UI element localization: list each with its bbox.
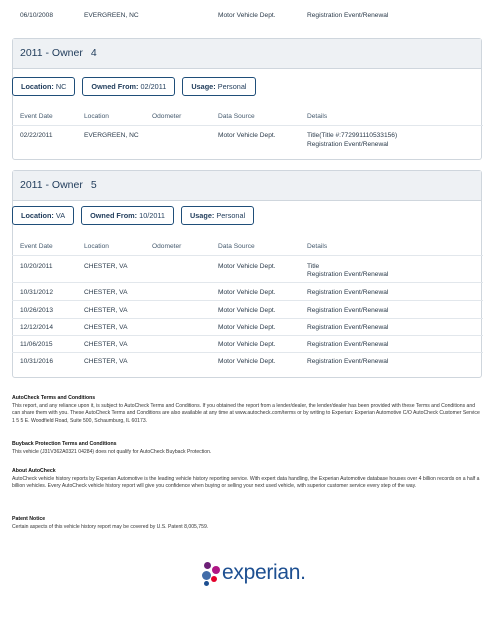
col-event-date: Event Date [20, 243, 53, 250]
terms-title: AutoCheck Terms and Conditions [12, 395, 96, 401]
col-location: Location [84, 113, 109, 120]
about-section [12, 468, 482, 491]
divider [12, 352, 483, 353]
event-location: EVERGREEN, NC [84, 132, 139, 139]
divider [12, 125, 483, 126]
experian-logo [200, 560, 310, 588]
col-details: Details [307, 113, 328, 120]
owner-title: 2011 - Owner [20, 47, 83, 59]
owner-number: 4 [90, 47, 97, 59]
event-details: Registration Event/Renewal [307, 289, 389, 296]
col-location: Location [84, 243, 109, 250]
about-title: About AutoCheck [12, 468, 56, 474]
event-date: 06/10/2008 [20, 12, 54, 19]
event-details-line2: Registration Event/Renewal [307, 141, 389, 148]
event-source: Motor Vehicle Dept. [218, 132, 276, 139]
logo-dot [204, 581, 209, 586]
event-details: Registration Event/Renewal [307, 341, 389, 348]
owner-number: 5 [90, 179, 97, 191]
logo-wordmark: experian. [222, 561, 306, 584]
about-text: AutoCheck vehicle history reports by Experian Automotive is the leading vehicle history reporting service. With expert data handling, the Experian Automotive database houses over 4 billion records on a half a billion vehicles. Every AutoCheck vehicle history report will give you confidence when buying or selling your next used vehicle, with superior customer service every step of the way. [12, 475, 480, 490]
divider [12, 282, 483, 283]
owner-title: 2011 - Owner [20, 179, 83, 191]
divider [12, 300, 483, 301]
event-source: Motor Vehicle Dept. [218, 341, 276, 348]
event-source: Motor Vehicle Dept. [218, 263, 276, 270]
owner-chips [12, 206, 254, 225]
event-source: Motor Vehicle Dept. [218, 12, 276, 19]
event-details: Registration Event/Renewal [307, 324, 389, 331]
event-details: Registration Event/Renewal [307, 358, 389, 365]
owner-chips [12, 77, 256, 96]
event-location: CHESTER, VA [84, 263, 128, 270]
event-details: Title [307, 263, 320, 270]
event-date: 10/31/2016 [20, 358, 54, 365]
divider [12, 318, 483, 319]
location-chip: Location: NC [12, 77, 75, 96]
event-date: 11/06/2015 [20, 341, 53, 348]
event-source: Motor Vehicle Dept. [218, 324, 276, 331]
buyback-section [12, 441, 482, 456]
usage-chip: Usage: Personal [182, 77, 255, 96]
divider [12, 255, 483, 256]
event-details: Registration Event/Renewal [307, 307, 389, 314]
event-date: 10/31/2012 [20, 289, 54, 296]
owner-header [13, 39, 481, 69]
event-source: Motor Vehicle Dept. [218, 358, 276, 365]
event-location: CHESTER, VA [84, 341, 128, 348]
event-source: Motor Vehicle Dept. [218, 289, 276, 296]
patent-text: Certain aspects of this vehicle history report may be covered by U.S. Patent 8,005,759. [12, 523, 209, 530]
event-details-line2: Registration Event/Renewal [307, 271, 389, 278]
col-odometer: Odometer [152, 113, 182, 120]
logo-dot [212, 566, 220, 574]
col-data-source: Data Source [218, 243, 255, 250]
terms-text: This report, and any reliance upon it, is subject to AutoCheck Terms and Conditions. If you obtained the report from a lender/dealer, the lender/dealer has been provided with these Terms and Conditions and can share them with you. These AutoCheck Terms and Conditions are also available at any time at www.autocheck.com/terms or by writing to Experian: Experian Automotive C/O AutoCheck Customer Service 1 5 5 E. Woodfield Road, Suite 500, Schaumburg, IL 60173. [12, 402, 480, 424]
event-location: CHESTER, VA [84, 307, 128, 314]
col-data-source: Data Source [218, 113, 255, 120]
event-location: EVERGREEN, NC [84, 12, 139, 19]
event-location: CHESTER, VA [84, 289, 128, 296]
event-source: Motor Vehicle Dept. [218, 307, 276, 314]
location-chip: Location: VA [12, 206, 74, 225]
logo-dot [202, 571, 211, 580]
event-details: Registration Event/Renewal [307, 12, 389, 19]
usage-chip: Usage: Personal [181, 206, 254, 225]
owned-from-chip: Owned From: 02/2011 [82, 77, 175, 96]
buyback-text: This vehicle (J31V362A0321 04284) does not qualify for AutoCheck Buyback Protection. [12, 448, 212, 455]
terms-section [12, 395, 482, 425]
event-location: CHESTER, VA [84, 358, 128, 365]
patent-title: Patent Notice [12, 516, 46, 522]
event-location: CHESTER, VA [84, 324, 128, 331]
col-details: Details [307, 243, 328, 250]
patent-section [12, 516, 482, 531]
event-date: 10/20/2011 [20, 263, 53, 270]
event-date: 12/12/2014 [20, 324, 54, 331]
divider [12, 335, 483, 336]
col-event-date: Event Date [20, 113, 53, 120]
logo-dot [211, 576, 217, 582]
owner-card-4 [12, 38, 482, 160]
buyback-title: Buyback Protection Terms and Conditions [12, 441, 117, 447]
event-date: 10/26/2013 [20, 307, 54, 314]
col-odometer: Odometer [152, 243, 182, 250]
owned-from-chip: Owned From: 10/2011 [81, 206, 174, 225]
event-date: 02/22/2011 [20, 132, 53, 139]
event-details: Title(Title #:772991110533156) [307, 132, 398, 139]
owner-header [13, 171, 481, 201]
logo-dot [204, 562, 211, 569]
